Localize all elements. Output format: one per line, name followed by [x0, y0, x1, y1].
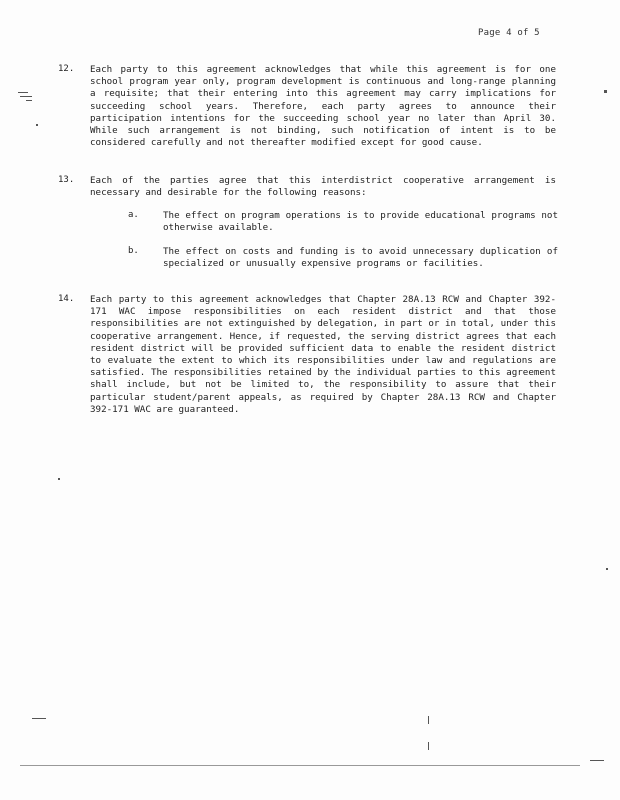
subclause-letter: b. [128, 246, 139, 256]
subclause-text: The effect on costs and funding is to avoid unnecessary duplication of specialized or unusually expensive programs or facilities. [163, 246, 558, 270]
margin-scribble [32, 718, 46, 719]
margin-scribble [20, 96, 32, 97]
subclause-text: The effect on program operations is to provide educational programs not otherwise available. [163, 210, 558, 234]
margin-scribble [26, 100, 32, 101]
margin-dot [428, 742, 429, 750]
clause-number: 13. [58, 175, 75, 185]
page-number: Page 4 of 5 [478, 28, 540, 38]
clause-text: Each of the parties agree that this interdistrict cooperative arrangement is necessary and desirable for the following reasons: [90, 175, 556, 199]
clause-number: 14. [58, 294, 75, 304]
margin-dot [58, 478, 60, 480]
clause-text: Each party to this agreement acknowledges that while this agreement is for one school program year only, program development is continuous and long-range planning a requisite; that their entering into this agreement may carry implications for succeeding school years. Therefore, each party agrees to announce their participation intentions for the succeeding school year no later than April 30. While such arrangement is not binding, such notification of intent is to be considered carefully and not thereafter modified except for good cause. [90, 64, 556, 149]
subclause-letter: a. [128, 210, 139, 220]
bottom-scan-line [20, 765, 580, 766]
margin-scribble [18, 92, 28, 93]
margin-dot [36, 124, 38, 126]
margin-dot [606, 568, 608, 570]
bottom-scan-line [590, 760, 604, 761]
clause-text: Each party to this agreement acknowledges that Chapter 28A.13 RCW and Chapter 392-171 WAC impose responsibilities on each resident district and that those responsibilities are not extinguished by delegation, in part or in total, under this cooperative arrangement. Hence, if requested, the serving district agrees that each resident district will be provided sufficient data to enable the resident district to evaluate the extent to which its responsibilities under law and regulations are satisfied. The responsibilities retained by the individual parties to this agreement shall include, but not be limited to, the responsibility to assure that their particular student/parent appeals, as required by Chapter 28A.13 RCW and Chapter 392-171 WAC are guaranteed. [90, 294, 556, 415]
margin-dot [428, 716, 429, 724]
clause-number: 12. [58, 64, 75, 74]
margin-dot [604, 90, 607, 93]
